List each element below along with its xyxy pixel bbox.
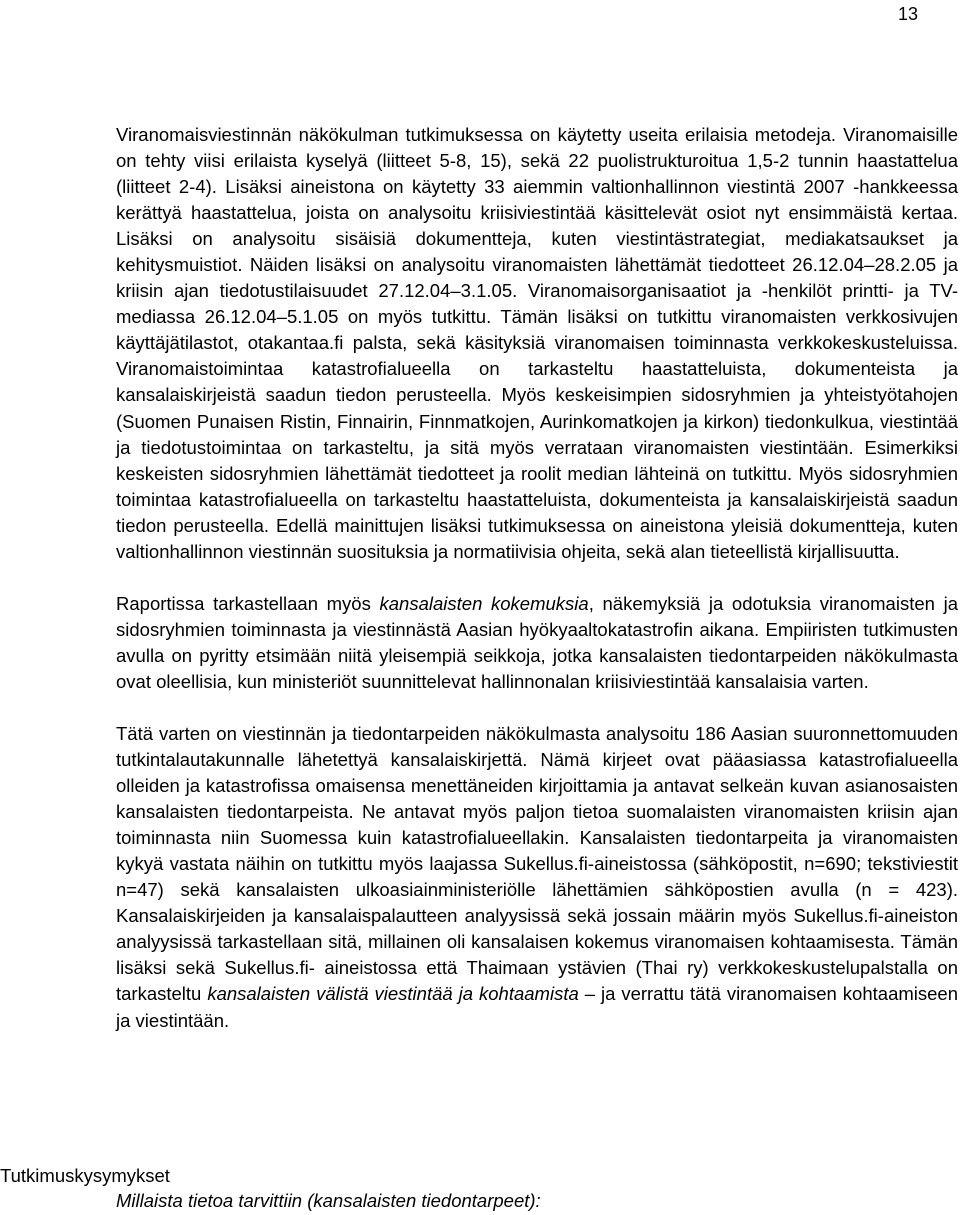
paragraph-citizen-letters bbox=[116, 721, 958, 1034]
section-heading: Tutkimuskysymykset bbox=[0, 1165, 170, 1186]
paragraph-text: Raportissa tarkastellaan myös bbox=[116, 592, 380, 614]
emphasis-text: kansalaisten välistä viestintää ja kohtaamista bbox=[207, 983, 579, 1005]
paragraph-text: – ja verrattu tätä viranomaisen kohtaamiseen ja viestintään. bbox=[116, 983, 958, 1031]
paragraph-citizen-experiences bbox=[116, 591, 958, 695]
paragraph-methods bbox=[116, 122, 958, 565]
research-question: Millaista tietoa tarvittiin (kansalaisten tiedontarpeet): bbox=[116, 1190, 541, 1211]
body-text bbox=[116, 122, 958, 1034]
emphasis-text: kansalaisten kokemuksia bbox=[379, 592, 589, 614]
paragraph-text: Tätä varten on viestinnän ja tiedontarpeiden näkökulmasta analysoitu 186 Aasian suuronnettomuuden tutkintalautakunnalle lähetettyä kansalaiskirjettä. Nämä kirjeet ovat pääasiassa katastrofialueella olleiden ja katastrofissa omaisensa menettäneiden kirjoittamia ja antavat selkeän kuvan asianosaisten kansalaisten tiedontarpeista. Ne antavat myös paljon tietoa suomalaisten viranomaisten kriisin ajan toiminnasta niin Suomessa kuin katastrofialueellakin. Kansalaisten tiedontarpeita ja viranomaisten kykyä vastata näihin on tutkittu myös laajassa Sukellus.fi-aineistossa (sähköpostit, n=690; tekstiviestit n=47) sekä kansalaisten ulkoasiainministeriölle lähettämien sähköpostien avulla (n = 423). Kansalaiskirjeiden ja kansalaispalautteen analyysissä sekä jossain määrin myös Sukellus.fi-aineiston analyysissä tarkastellaan sitä, millainen oli kansalaisen kokemus viranomaisen kohtaamisesta. Tämän lisäksi sekä Sukellus.fi- aineistossa että Thaimaan ystävien (Thai ry) verkkokeskustelupalstalla on tarkasteltu bbox=[116, 722, 958, 1005]
page-number: 13 bbox=[897, 4, 918, 24]
paragraph-text: Viranomaisviestinnän näkökulman tutkimuksessa on käytetty useita erilaisia metodeja. Viranomaisille on tehty viisi erilaista kyselyä (liitteet 5-8, 15), sekä 22 puolistrukturoitua 1,5-2 tunnin haastattelua (liitteet 2-4). Lisäksi aineistona on käytetty 33 aiemmin valtionhallinnon viestintä 2007 -hankkeessa kerättyä haastattelua, joista on analysoitu kriisiviestintää käsittelevät osiot nyt ensimmäistä kertaa. Lisäksi on analysoitu sisäisiä dokumentteja, kuten viestintästrategiat, mediakatsaukset ja kehitysmuistiot. Näiden lisäksi on analysoitu viranomaisten lähettämät tiedotteet 26.12.04–28.2.05 ja kriisin ajan tiedotustilaisuudet 27.12.04–3.1.05. Viranomaisorganisaatiot ja -henkilöt printti- ja TV-mediassa 26.12.04–5.1.05 on myös tutkittu. Tämän lisäksi on tutkittu viranomaisten verkkosivujen käyttäjätilastot, otakantaa.fi palsta, sekä käsityksiä viranomaisen toiminnasta verkkokeskusteluissa. Viranomaistoimintaa katastrofialueella on tarkasteltu haastatteluista, dokumenteista ja kansalaiskirjeistä saadun tiedon perusteella. Myös keskeisimpien sidosryhmien ja yhteistyötahojen (Suomen Punaisen Ristin, Finnairin, Finnmatkojen, Aurinkomatkojen ja kirkon) tiedonkulkua, viestintää ja tiedotustoimintaa on tarkasteltu, ja sitä myös verrataan viranomaisten viestintään. Esimerkiksi keskeisten sidosryhmien lähettämät tiedotteet ja roolit median lähteinä on tutkittu. Myös sidosryhmien toimintaa katastrofialueella on tarkasteltu haastatteluista, dokumenteista ja kansalaiskirjeistä saadun tiedon perusteella. Edellä mainittujen lisäksi tutkimuksessa on aineistona yleisiä dokumentteja, kuten valtionhallinnon viestinnän suosituksia ja normatiivisia ohjeita, sekä alan tieteellistä kirjallisuutta. bbox=[116, 124, 958, 562]
paragraph-text: , näkemyksiä ja odotuksia viranomaisten ja sidosryhmien toiminnasta ja viestinnästä Aasian hyökyaaltokatastrofin aikana. Empiiristen tutkimusten avulla on pyritty etsimään niitä yleisempiä seikkoja, jotka kansalaisten tiedontarpeiden näkökulmasta ovat oleellisia, kun ministeriöt suunnittelevat hallinnonalan kriisiviestintää kansalaisia varten. bbox=[116, 592, 958, 692]
